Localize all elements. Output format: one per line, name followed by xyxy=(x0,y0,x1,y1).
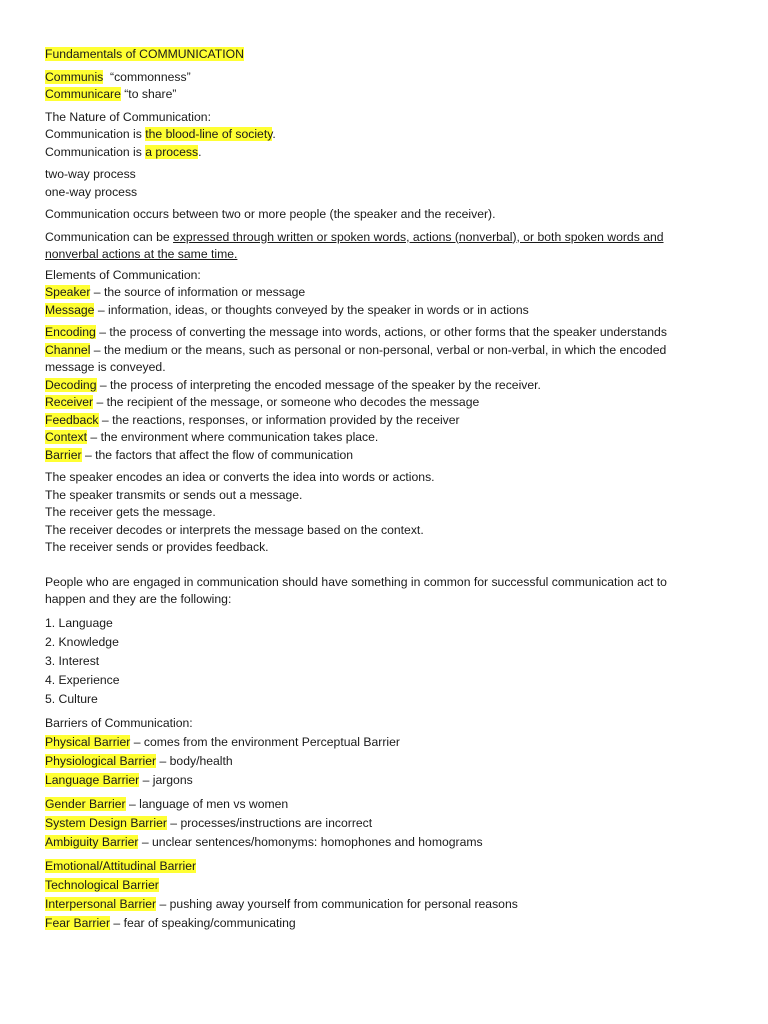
common-list-item: 4. Experience xyxy=(45,672,120,687)
barrier-term: Technological Barrier xyxy=(45,877,159,892)
nature-prefix: Communication is xyxy=(45,127,146,141)
element-item xyxy=(45,377,705,395)
etymology-line-1 xyxy=(45,69,705,87)
common-list-item: 2. Knowledge xyxy=(45,634,119,649)
occurs-between: Communication occurs between two or more people (the speaker and the receiver). xyxy=(45,207,496,221)
barrier-item xyxy=(45,771,705,790)
nature-highlight: the blood-line of society xyxy=(145,127,273,141)
element-item xyxy=(45,302,705,320)
barrier-item xyxy=(45,914,705,933)
barrier-item xyxy=(45,795,705,814)
step-line: The speaker transmits or sends out a message. xyxy=(45,487,303,502)
nature-line-2 xyxy=(45,144,705,162)
element-item xyxy=(45,429,705,447)
barriers-heading: Barriers of Communication: xyxy=(45,715,193,730)
barrier-item xyxy=(45,876,705,895)
element-term: Context xyxy=(45,430,88,444)
expressed-paragraph xyxy=(45,229,705,264)
element-def: – the process of interpreting the encoded message of the speaker by the receiver. xyxy=(96,377,541,392)
elements-heading: Elements of Communication: xyxy=(45,267,201,282)
element-def: – information, ideas, or thoughts conveyed by the speaker in words or in actions xyxy=(94,302,529,317)
barrier-item xyxy=(45,752,705,771)
process-type: two-way process xyxy=(45,167,136,181)
barrier-def: – language of men vs women xyxy=(125,796,289,811)
nature-suffix: . xyxy=(272,127,276,141)
element-item xyxy=(45,447,705,465)
step-line: The receiver gets the message. xyxy=(45,505,216,519)
element-def: – the process of converting the message into words, actions, or other forms that the speaker understands xyxy=(95,325,667,339)
barrier-def: – processes/instructions are incorrect xyxy=(166,815,373,830)
nature-prefix: Communication is xyxy=(45,144,146,159)
element-def: – the factors that affect the flow of communication xyxy=(81,447,354,462)
barrier-item xyxy=(45,895,705,914)
element-term: Feedback xyxy=(45,412,99,427)
element-term: Message xyxy=(45,302,95,317)
etymology-term: Communis xyxy=(45,69,104,84)
etymology-meaning: “commonness” xyxy=(110,69,191,84)
element-def: – the recipient of the message, or someone who decodes the message xyxy=(93,395,480,409)
barrier-item xyxy=(45,857,705,876)
barrier-def: – unclear sentences/homonyms: homophones and homograms xyxy=(138,834,483,849)
barrier-def: – pushing away yourself from communication for personal reasons xyxy=(156,896,518,911)
nature-highlight: a process xyxy=(145,144,199,159)
common-intro: People who are engaged in communication should have something in common for successful communication act to happen and they are the following: xyxy=(45,574,667,606)
element-def: – the environment where communication takes place. xyxy=(87,430,379,444)
document-page xyxy=(45,46,705,933)
step-line: The receiver decodes or interprets the message based on the context. xyxy=(45,522,424,537)
element-item xyxy=(45,394,705,412)
barrier-term: System Design Barrier xyxy=(45,815,167,830)
barrier-term: Interpersonal Barrier xyxy=(45,896,157,911)
etymology-meaning: “to share” xyxy=(124,87,177,101)
process-type: one-way process xyxy=(45,184,138,199)
nature-line-1 xyxy=(45,126,705,144)
element-def: – the reactions, responses, or information provided by the receiver xyxy=(98,412,460,427)
common-list-item: 3. Interest xyxy=(45,653,100,668)
title-highlight: Fundamentals of COMMUNICATION xyxy=(45,47,244,61)
element-item xyxy=(45,412,705,430)
element-term: Channel xyxy=(45,342,91,357)
barrier-def: – body/health xyxy=(156,753,233,768)
barrier-def: – comes from the environment Perceptual Barrier xyxy=(130,734,400,749)
etymology-line-2 xyxy=(45,86,705,104)
element-def: – the medium or the means, such as personal or non-personal, verbal or non-verbal, in which the encoded message is conveyed. xyxy=(45,342,667,374)
barrier-item xyxy=(45,833,705,852)
element-item xyxy=(45,284,705,302)
barrier-item xyxy=(45,814,705,833)
barrier-term: Physical Barrier xyxy=(45,734,131,749)
barrier-term: Emotional/Attitudinal Barrier xyxy=(45,858,197,873)
element-item xyxy=(45,324,705,342)
common-list-item: 5. Culture xyxy=(45,691,98,706)
element-term: Decoding xyxy=(45,377,97,392)
document-title xyxy=(45,46,705,64)
barrier-term: Physiological Barrier xyxy=(45,753,157,768)
nature-suffix: . xyxy=(198,144,202,159)
barrier-term: Gender Barrier xyxy=(45,796,126,811)
barrier-item xyxy=(45,733,705,752)
element-term: Barrier xyxy=(45,447,82,462)
element-item xyxy=(45,342,705,377)
barrier-def: – jargons xyxy=(139,772,193,787)
expressed-prefix: Communication can be xyxy=(45,229,174,244)
barrier-term: Fear Barrier xyxy=(45,915,111,930)
step-line: The receiver sends or provides feedback. xyxy=(45,540,269,554)
element-term: Encoding xyxy=(45,325,96,339)
expressed-underlined: expressed through written or spoken words, actions (nonverbal), or both spoken words and nonverbal actions at the same time. xyxy=(45,229,664,261)
barrier-term: Language Barrier xyxy=(45,772,140,787)
common-list-item: 1. Language xyxy=(45,615,113,630)
element-term: Speaker xyxy=(45,285,91,299)
barrier-term: Ambiguity Barrier xyxy=(45,834,139,849)
step-line: The speaker encodes an idea or converts the idea into words or actions. xyxy=(45,470,435,484)
element-def: – the source of information or message xyxy=(90,285,306,299)
barrier-def: – fear of speaking/communicating xyxy=(110,915,296,930)
element-term: Receiver xyxy=(45,395,94,409)
etymology-term: Communicare xyxy=(45,87,121,101)
nature-heading: The Nature of Communication: xyxy=(45,109,211,124)
